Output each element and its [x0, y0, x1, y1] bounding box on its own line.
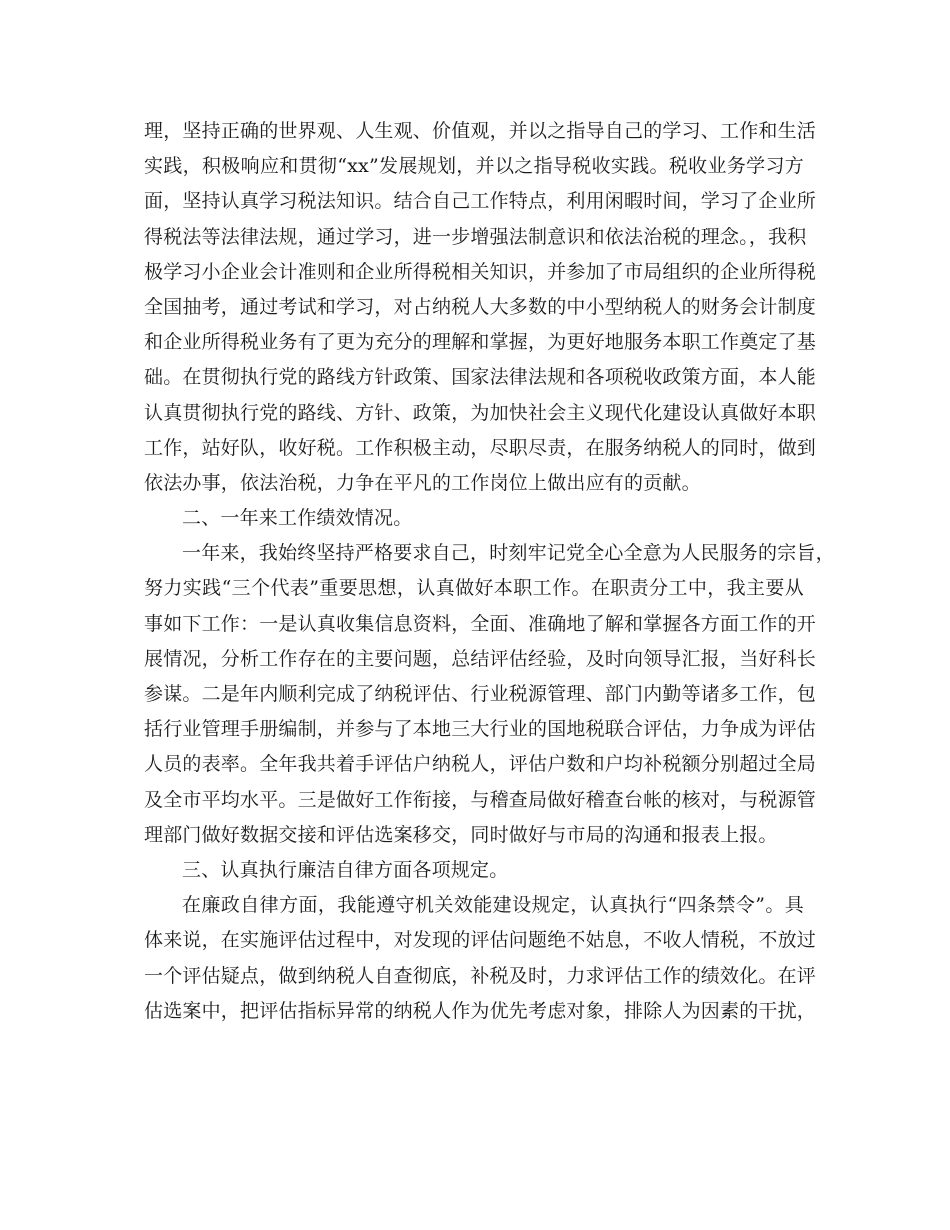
paragraph-line: 全国抽考，通过考试和学习，对占纳税人大多数的中小型纳税人的财务会计制度	[144, 295, 817, 318]
paragraph	[144, 888, 817, 1029]
paragraph-line: 依法办事，依法治税，力争在平凡的工作岗位上做出应有的贡献。	[144, 471, 701, 494]
paragraph-line: 理部门做好数据交接和评估选案移交，同时做好与市局的沟通和报表上报。	[144, 823, 778, 846]
paragraph-line: 得税法等法律法规，通过学习，进一步增强法制意识和依法治税的理念。，我积	[144, 225, 807, 248]
paragraph-line: 础。在贯彻执行党的路线方针政策、国家法律法规和各项税收政策方面，本人能	[144, 366, 817, 389]
paragraph-line: 工作，站好队，收好税。工作积极主动，尽职尽责，在服务纳税人的同时，做到	[144, 436, 817, 459]
section-heading	[144, 853, 804, 888]
paragraph-line: 参谋。二是年内顺利完成了纳税评估、行业税源管理、部门内勤等诸多工作，包	[144, 683, 817, 705]
paragraph-line: 在廉政自律方面，我能遵守机关效能建设规定，认真执行“四条禁令”。具	[182, 894, 804, 917]
paragraph-line: 展情况，分析工作存在的主要问题，总结评估经验，及时向领导汇报，当好科长	[144, 647, 817, 670]
paragraph-line: 事如下工作：一是认真收集信息资料，全面、准确地了解和掌握各方面工作的开	[144, 612, 817, 635]
paragraph-line: 努力实践“三个代表”重要思想，认真做好本职工作。在职责分工中，我主要从	[144, 577, 804, 600]
paragraph-line: 及全市平均水平。三是做好工作衔接，与稽查局做好稽查台帐的核对，与税源管	[144, 788, 817, 811]
paragraph	[144, 536, 835, 853]
paragraph-line: 体来说，在实施评估过程中，对发现的评估问题绝不姑息，不收人情税，不放过	[144, 929, 817, 952]
paragraph	[144, 114, 817, 501]
paragraph-line: 估选案中，把评估指标异常的纳税人作为优先考虑对象，排除人为因素的干扰，	[144, 999, 817, 1022]
heading-text: 二、一年来工作绩效情况。	[182, 507, 413, 530]
paragraph-line: 极学习小企业会计准则和企业所得税相关知识，并参加了市局组织的企业所得税	[144, 260, 817, 283]
paragraph-line: 括行业管理手册编制，并参与了本地三大行业的国地税联合评估，力争成为评估	[144, 718, 817, 741]
paragraph-line: 实践，积极响应和贯彻“xx”发展规划，并以之指导税收实践。税收业务学习方	[144, 155, 804, 178]
document-body	[144, 114, 835, 1029]
paragraph-line: 人员的表率。全年我共着手评估户纳税人，评估户数和户均补税额分别超过全局	[144, 753, 817, 776]
paragraph-line: 认真贯彻执行党的路线、方针、政策，为加快社会主义现代化建设认真做好本职	[144, 401, 817, 424]
paragraph-line: 和企业所得税业务有了更为充分的理解和掌握，为更好地服务本职工作奠定了基	[144, 331, 817, 354]
paragraph-line: 一个评估疑点，做到纳税人自查彻底，补税及时，力求评估工作的绩效化。在评	[144, 964, 817, 987]
paragraph-line: 面，坚持认真学习税法知识。结合自己工作特点，利用闲暇时间，学习了企业所	[144, 190, 817, 213]
section-heading	[144, 501, 804, 536]
paragraph-line: 理，坚持正确的世界观、人生观、价值观，并以之指导自己的学习、工作和生活	[144, 120, 817, 142]
paragraph-line: 一年来，我始终坚持严格要求自己，时刻牢记党全心全意为人民服务的宗旨，	[182, 542, 835, 565]
heading-text: 三、认真执行廉洁自律方面各项规定。	[182, 858, 509, 881]
